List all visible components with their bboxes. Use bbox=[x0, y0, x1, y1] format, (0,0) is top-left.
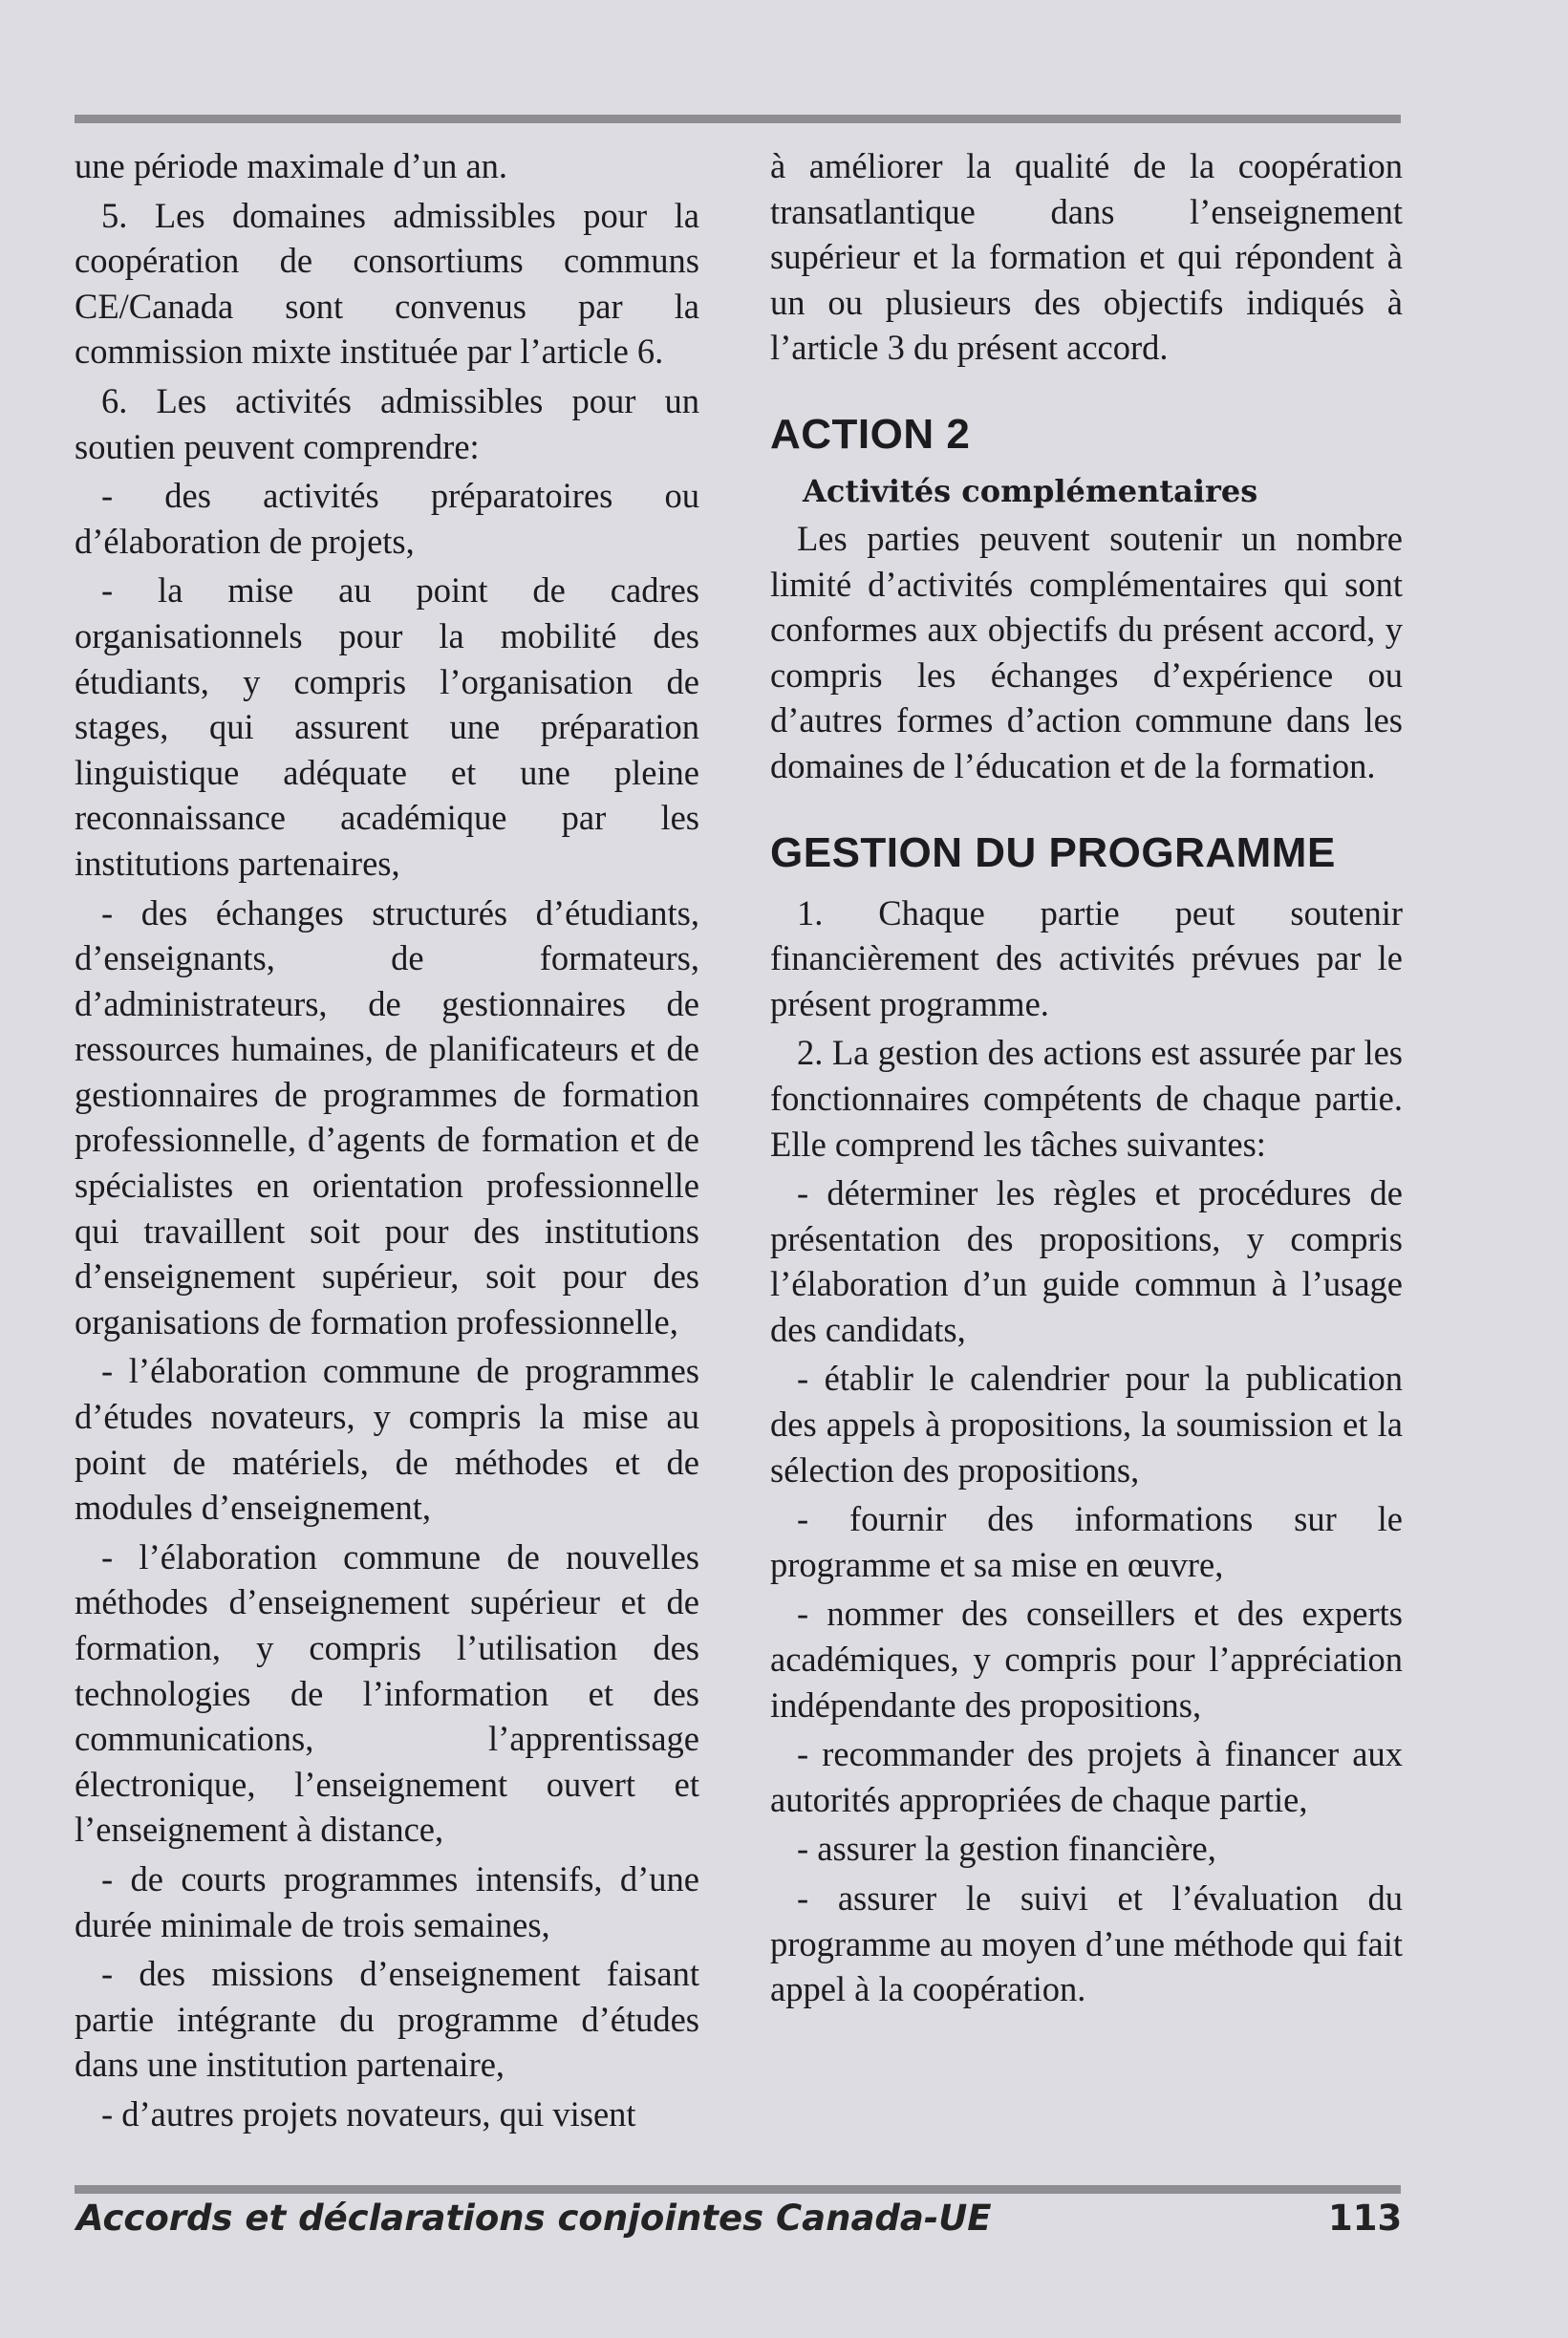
left-column bbox=[75, 143, 699, 2141]
paragraph: 2. La gestion des actions est assurée par les fonctionnaires compétents de chaque partie. Elle comprend les tâches suivantes: bbox=[770, 1033, 1403, 1164]
paragraph: 6. Les activités admissibles pour un soutien peuvent comprendre: bbox=[75, 380, 699, 466]
paragraph: à améliorer la qualité de la coopération transatlantique dans l’enseignement supérieur et la formation et qui répondent à un ou plusieurs des objectifs indiqués à l’article 3 du présent accord. bbox=[770, 146, 1403, 368]
list-item: - d’autres projets novateurs, qui visent bbox=[101, 2093, 636, 2134]
list-item: - l’élaboration commune de programmes d’études novateurs, y compris la mise au point de matériels, de méthodes et de modules d’enseignement, bbox=[75, 1351, 699, 1528]
list-item: - des activités préparatoires ou d’élaboration de projets, bbox=[75, 476, 699, 561]
list-item: - établir le calendrier pour la publication des appels à propositions, la soumission et la sélection des propositions, bbox=[770, 1359, 1403, 1490]
subheading-activites-complementaires: Activités complémentaires bbox=[803, 472, 1258, 509]
list-item: - des missions d’enseignement faisant partie intégrante du programme d’études dans une institution partenaire, bbox=[75, 1954, 699, 2085]
list-item: - déterminer les règles et procédures de présentation des propositions, y compris l’élaboration d’un guide commun à l’usage des candidats, bbox=[770, 1173, 1403, 1349]
list-item: - assurer le suivi et l’évaluation du programme au moyen d’une méthode qui fait appel à la coopération. bbox=[770, 1878, 1403, 2009]
list-item: - assurer la gestion financière, bbox=[797, 1829, 1216, 1869]
footer-title: Accords et déclarations conjointes Canada-UE bbox=[76, 2198, 992, 2239]
paragraph: une période maximale d’un an. bbox=[75, 146, 508, 185]
paragraph: 5. Les domaines admissibles pour la coopération de consortiums communs CE/Canada sont convenus par la commission mixte instituée par l’article 6. bbox=[75, 195, 699, 372]
top-rule bbox=[75, 115, 1401, 123]
paragraph: Les parties peuvent soutenir un nombre limité d’activités complémentaires qui sont conformes aux objectifs du présent accord, y compris les échanges d’expérience ou d’autres formes d’action commune dans les domaines de l’éducation et de la formation. bbox=[770, 518, 1403, 785]
list-item: - l’élaboration commune de nouvelles méthodes d’enseignement supérieur et de formation, y compris l’utilisation des technologies de l’information et des communications, l’apprentissage électronique, l’enseignement ouvert et l’enseignement à distance, bbox=[75, 1536, 699, 1850]
paragraph: 1. Chaque partie peut soutenir financièrement des activités prévues par le présent programme. bbox=[770, 892, 1403, 1023]
right-column bbox=[770, 143, 1403, 2016]
list-item: - fournir des informations sur le programme et sa mise en œuvre, bbox=[770, 1499, 1403, 1584]
list-item: - de courts programmes intensifs, d’une durée minimale de trois semaines, bbox=[75, 1858, 699, 1944]
section-heading-action-2: ACTION 2 bbox=[770, 410, 971, 458]
list-item: - recommander des projets à financer aux autorités appropriées de chaque partie, bbox=[770, 1734, 1403, 1819]
list-item: - nommer des conseillers et des experts académiques, y compris pour l’appréciation indépendante des propositions, bbox=[770, 1594, 1403, 1725]
page-number: 113 bbox=[1328, 2198, 1403, 2239]
list-item: - des échanges structurés d’étudiants, d’enseignants, de formateurs, d’administrateurs, de gestionnaires de ressources humaines, de planificateurs et de gestionnaires de programmes de formation professionnelle, d’agents de formation et de spécialistes en orientation professionnelle qui travaillent soit pour des institutions d’enseignement supérieur, soit pour des organisations de formation professionnelle, bbox=[75, 892, 699, 1341]
list-item: - la mise au point de cadres organisationnels pour la mobilité des étudiants, y compris l’organisation de stages, qui assurent une préparation linguistique adéquate et une pleine reconnaissance académique par les institutions partenaires, bbox=[75, 570, 699, 883]
bottom-rule bbox=[75, 2185, 1401, 2194]
section-heading-gestion: GESTION DU PROGRAMME bbox=[770, 828, 1336, 876]
